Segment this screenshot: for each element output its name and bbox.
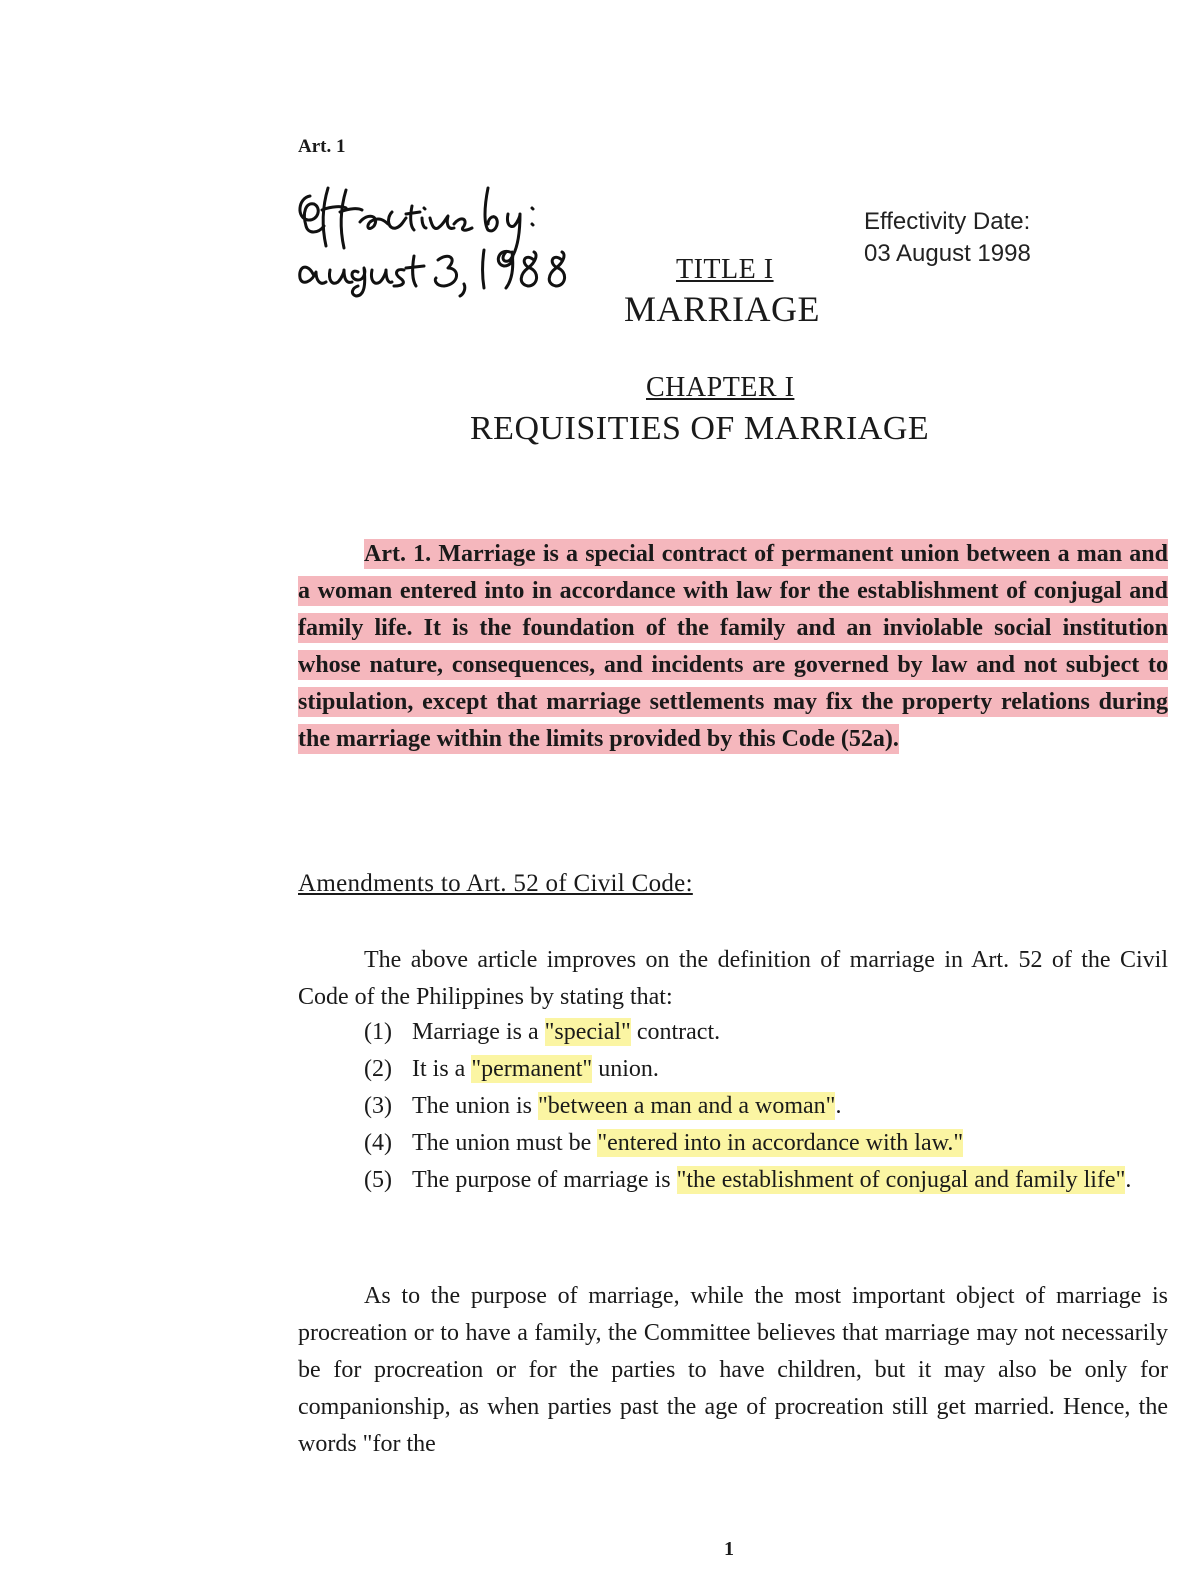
running-head: Art. 1 <box>298 136 346 157</box>
list-item-number: (5) <box>364 1167 392 1193</box>
list-item-number: (1) <box>364 1019 392 1045</box>
stamp-date: 03 August 1998 <box>864 240 1031 267</box>
purpose-paragraph <box>298 1278 1168 1463</box>
handwritten-annotation <box>288 168 608 298</box>
intro-paragraph-text: The above article improves on the definition of marriage in Art. 52 of the Civil Code of the Philippines by stating that: <box>298 947 1168 1010</box>
stamp-label: Effectivity Date: <box>864 208 1031 235</box>
list-item-tail: contract. <box>630 1019 721 1045</box>
list-item <box>364 1088 1168 1125</box>
list-item-tail: . <box>835 1093 842 1119</box>
chapter-name: REQUISITIES OF MARRIAGE <box>470 410 930 447</box>
list-item-number: (2) <box>364 1056 392 1082</box>
list-item <box>364 1162 1168 1199</box>
list-item <box>364 1051 1168 1088</box>
list-item-number: (3) <box>364 1093 392 1119</box>
list-item-text: Marriage is a <box>412 1019 545 1045</box>
list-item <box>364 1125 1168 1162</box>
list-item-highlight: "special" <box>544 1019 631 1045</box>
article-1 <box>298 536 1168 758</box>
list-item-tail: . <box>1125 1167 1132 1193</box>
amendment-list <box>364 1014 1168 1199</box>
list-item-text: The union is <box>412 1093 538 1119</box>
article-1-text: Art. 1. Marriage is a special contract of permanent union between a man and a woman entered into in accordance with law for the establishment of conjugal and family life. It is the foundation of the family and an inviolable social institution whose nature, consequences, and incidents are governed by law and not subject to stipulation, except that marriage settlements may fix the property relations during the marriage within the limits provided by this Code (52a). <box>298 541 1168 752</box>
list-item-text: It is a <box>412 1056 472 1082</box>
list-item-highlight: "entered into in accordance with law." <box>597 1130 964 1156</box>
chapter-label: CHAPTER I <box>646 372 795 403</box>
intro-paragraph <box>298 942 1168 1016</box>
list-item-highlight: "the establishment of conjugal and family life" <box>676 1167 1126 1193</box>
title-name: MARRIAGE <box>624 289 821 329</box>
list-item-highlight: "permanent" <box>471 1056 593 1082</box>
list-item-tail: union. <box>592 1056 659 1082</box>
list-item <box>364 1014 1168 1051</box>
list-item-text: The union must be <box>412 1130 598 1156</box>
list-item-number: (4) <box>364 1130 392 1156</box>
page-number: 1 <box>724 1538 734 1560</box>
purpose-paragraph-text: As to the purpose of marriage, while the most important object of marriage is procreation or to have a family, the Committee believes that marriage may not necessarily be for procreation or for the parties to have children, but it may also be only for companionship, as when parties past the age of procreation still get married. Hence, the words "for the <box>298 1283 1168 1457</box>
list-item-highlight: "between a man and a woman" <box>538 1093 836 1119</box>
title-label: TITLE I <box>676 254 774 285</box>
section-heading: Amendments to Art. 52 of Civil Code: <box>298 870 693 897</box>
list-item-text: The purpose of marriage is <box>412 1167 677 1193</box>
effectivity-stamp <box>864 206 1031 270</box>
